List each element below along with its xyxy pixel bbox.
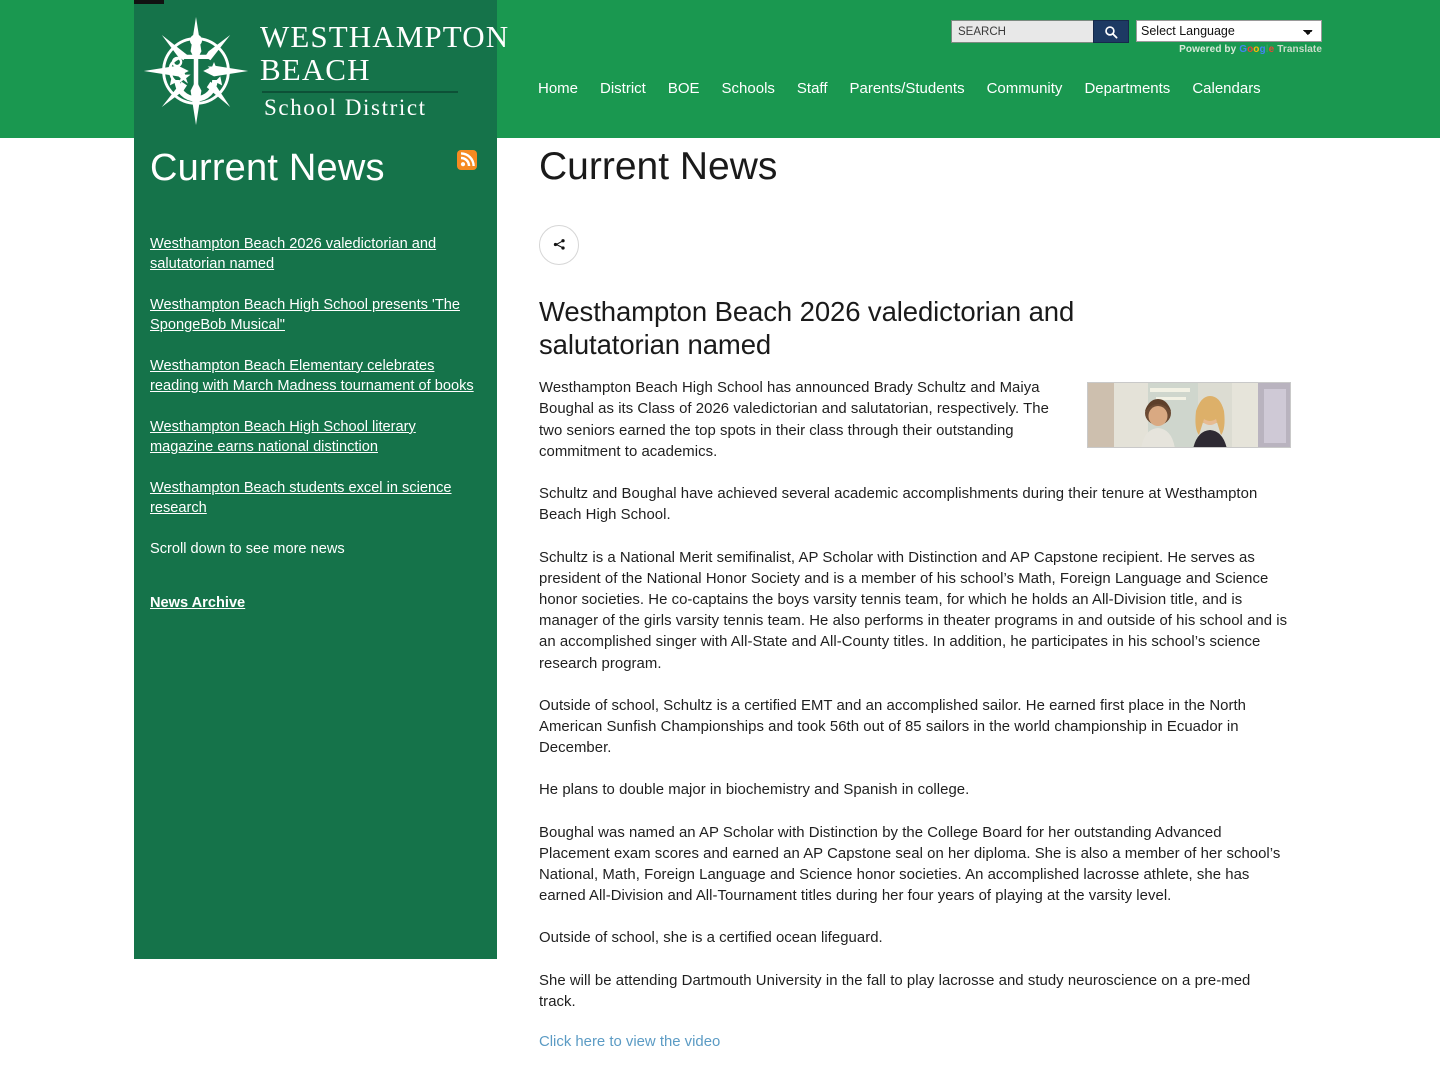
article-thumbnail[interactable] (1087, 382, 1291, 448)
site-logo[interactable] (134, 4, 510, 138)
sidebar-title: Current News (150, 147, 385, 189)
logo-line-2: BEACH (260, 51, 371, 87)
search-input[interactable] (951, 20, 1093, 43)
sidebar-content (150, 148, 490, 634)
sidebar-news-link[interactable]: Westhampton Beach Elementary celebrates reading with March Madness tournament of books (150, 357, 474, 394)
nav-item-parents-students[interactable]: Parents/Students (849, 80, 965, 97)
share-icon (552, 237, 567, 252)
article-paragraph: Schultz is a National Merit semifinalist, AP Scholar with Distinction and AP Capstone recipient. He serves as president of the National Honor Society and is a member of his school’s Math, Foreign Language and Science honor societies. He co-captains the boys varsity tennis team, for which he holds an All-Division title, and is manager of the girls varsity tennis team. He also performs in theater programs in and outside of his school and is an accomplished singer with All-State and All-County titles. In addition, he participates in his school’s science research program. (539, 549, 1288, 672)
logo-wordmark (260, 21, 509, 120)
article-paragraph: Outside of school, Schultz is a certified EMT and an accomplished sailor. He earned first place in the North American Sunfish Championships and took 56th out of 85 sailors in the world championship in Ecuador in December. (539, 697, 1246, 757)
nav-item-staff[interactable]: Staff (796, 80, 828, 97)
sidebar-news-link[interactable]: Westhampton Beach High School literary magazine earns national distinction (150, 418, 416, 455)
powered-by-label: Powered by (1179, 44, 1237, 55)
logo-line-3: School District (264, 94, 427, 120)
nav-item-home[interactable]: Home (538, 80, 579, 97)
share-button[interactable] (539, 225, 579, 265)
nav-item-schools[interactable]: Schools (721, 80, 775, 97)
search-button[interactable] (1093, 20, 1129, 43)
translate-label: Translate (1277, 44, 1322, 55)
article-body (539, 378, 1291, 1051)
nav-item-district[interactable]: District (600, 80, 646, 97)
nav-item-community[interactable]: Community (986, 80, 1063, 97)
article-paragraph: Outside of school, she is a certified ocean lifeguard. (539, 930, 883, 947)
google-wordmark: Google (1239, 44, 1275, 55)
nav-item-boe[interactable]: BOE (667, 80, 700, 97)
main-content (539, 145, 1291, 1051)
view-video-link[interactable]: Click here to view the video (539, 1033, 721, 1050)
sidebar-scroll-note: Scroll down to see more news (150, 540, 345, 557)
top-accent-bar (134, 0, 164, 4)
search-form[interactable] (951, 20, 1129, 43)
article-paragraph: Boughal was named an AP Scholar with Distinction by the College Board for her outstanding Advanced Placement exam scores and earned an AP Capstone seal on her diploma. She is also a member of her school’s National, Math, Foreign Language and Science honor societies. An accomplished lacrosse athlete, she has earned All-Division and All-Tournament titles during her four years of playing at the varsity level. (539, 824, 1281, 905)
language-select[interactable] (1136, 20, 1322, 42)
rss-icon (457, 150, 477, 170)
powered-by-google-translate (1136, 44, 1322, 55)
logo-divider (262, 91, 458, 93)
nav-item-calendars[interactable]: Calendars (1192, 80, 1261, 97)
sidebar-news-archive-link[interactable]: News Archive (150, 594, 246, 611)
language-selector-wrap (1136, 20, 1322, 55)
logo-line-1: WESTHAMPTON (260, 19, 510, 55)
compass-anchor-logo-icon (142, 15, 250, 127)
article-paragraph: Westhampton Beach High School has announced Brady Schultz and Maiya Boughal as its Class of 2026 valedictorian and salutatorian, respectively. The two seniors earned the top spots in their class through their outstanding commitment to academics. (539, 380, 1049, 460)
students-photo (1088, 383, 1291, 448)
rss-feed-button[interactable] (457, 150, 477, 170)
article-title: Westhampton Beach 2026 valedictorian and salutatorian named (539, 295, 1075, 360)
page-title: Current News (539, 145, 778, 188)
search-icon (1104, 25, 1118, 39)
sidebar-news-link[interactable]: Westhampton Beach students excel in science research (150, 479, 452, 516)
sidebar-news-link[interactable]: Westhampton Beach High School presents 'The SpongeBob Musical" (150, 296, 460, 333)
article-paragraph: He plans to double major in biochemistry and Spanish in college. (539, 782, 970, 799)
main-navigation (538, 78, 1272, 100)
article-paragraph: She will be attending Dartmouth University in the fall to play lacrosse and study neuroscience on a pre-med track. (539, 972, 1251, 1010)
sidebar-news-list (150, 234, 490, 613)
article-paragraph: Schultz and Boughal have achieved several academic accomplishments during their tenure at Westhampton Beach High School. (539, 486, 1258, 524)
sidebar-news-link[interactable]: Westhampton Beach 2026 valedictorian and salutatorian named (150, 235, 437, 272)
nav-item-departments[interactable]: Departments (1084, 80, 1171, 97)
